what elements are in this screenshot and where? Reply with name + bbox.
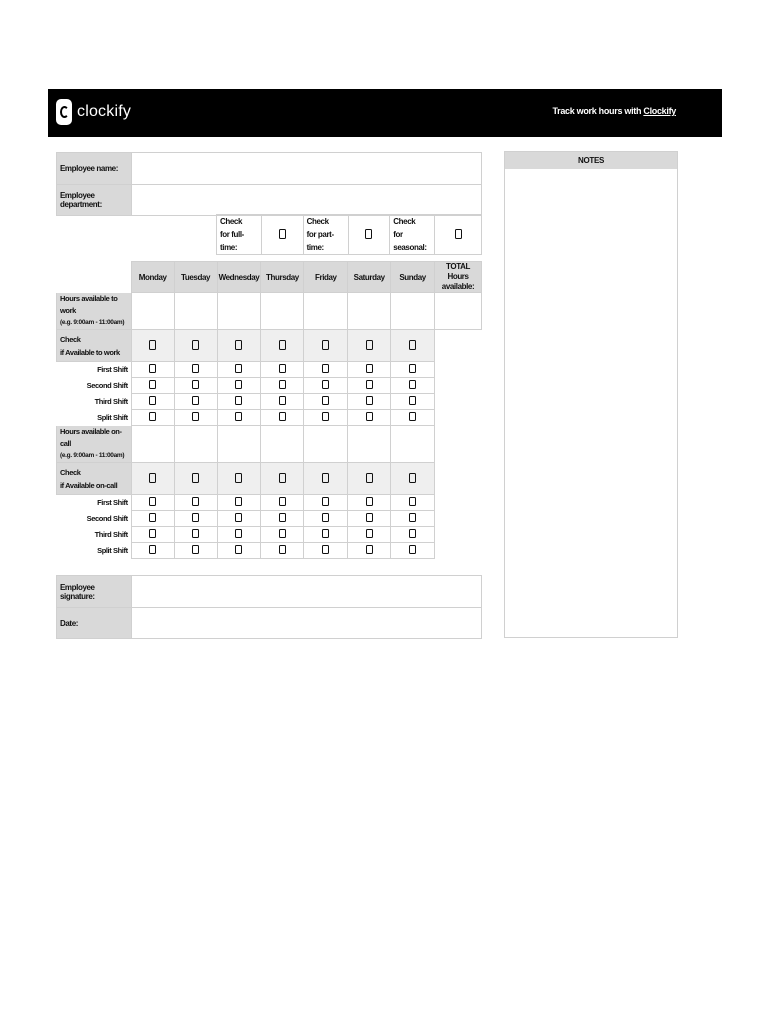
checkbox-icon[interactable] [409, 473, 416, 483]
checkbox-icon[interactable] [322, 396, 329, 405]
checkbox-icon[interactable] [366, 513, 373, 522]
oncall-hours-input-thursday[interactable] [261, 426, 304, 463]
oncall-shift-check[interactable] [174, 543, 217, 559]
work-hours-input-monday[interactable] [131, 293, 174, 330]
oncall-shift-check[interactable] [174, 527, 217, 543]
checkbox-icon[interactable] [149, 380, 156, 389]
schedule-table [56, 261, 482, 559]
checkbox-icon[interactable] [279, 229, 286, 239]
empty-cell [435, 426, 482, 463]
checkbox-icon[interactable] [149, 412, 156, 421]
checkbox-icon[interactable] [235, 529, 242, 538]
oncall-shift-check[interactable] [131, 527, 174, 543]
checkbox-icon[interactable] [149, 513, 156, 522]
oncall-shift-check[interactable] [304, 495, 348, 511]
empty-cell [435, 378, 482, 394]
empty-cell [435, 330, 482, 362]
oncall-hours-input-friday[interactable] [304, 426, 348, 463]
work-hours-input-saturday[interactable] [348, 293, 391, 330]
work-shift-check[interactable] [131, 378, 174, 394]
oncall-check-thursday[interactable] [261, 463, 304, 495]
employee-department-label: Employee department: [57, 185, 132, 216]
work-shift-label: First Shift [57, 362, 132, 378]
oncall-shift-check[interactable] [391, 543, 435, 559]
checkbox-icon[interactable] [192, 364, 199, 373]
checkbox-icon[interactable] [409, 529, 416, 538]
oncall-shift-label: First Shift [57, 495, 132, 511]
work-check-tuesday[interactable] [174, 330, 217, 362]
checkbox-icon[interactable] [279, 364, 286, 373]
checkbox-icon[interactable] [322, 340, 329, 350]
work-shift-row [57, 410, 482, 426]
checkbox-icon[interactable] [322, 412, 329, 421]
oncall-shift-check[interactable] [217, 543, 261, 559]
checkbox-icon[interactable] [409, 396, 416, 405]
work-check-label: Check if Available to work [57, 330, 132, 362]
work-shift-label: Second Shift [57, 378, 132, 394]
checkbox-icon[interactable] [279, 513, 286, 522]
work-shift-label: Third Shift [57, 394, 132, 410]
oncall-shift-check[interactable] [217, 511, 261, 527]
employee-department-field[interactable] [132, 185, 482, 216]
work-shift-check[interactable] [217, 362, 261, 378]
work-shift-row [57, 378, 482, 394]
oncall-hours-label: Hours available on-call (e.g. 9:00am - 11:00am) [57, 426, 132, 463]
oncall-hours-row [57, 426, 482, 463]
seasonal-label: Check for seasonal: [390, 215, 435, 255]
oncall-shift-check[interactable] [261, 543, 304, 559]
oncall-shift-row [57, 527, 482, 543]
oncall-check-monday[interactable] [131, 463, 174, 495]
work-hours-input-tuesday[interactable] [174, 293, 217, 330]
checkbox-icon[interactable] [366, 340, 373, 350]
total-hours-header: TOTAL Hours available: [435, 262, 482, 293]
employee-signature-label: Employee signature: [57, 576, 132, 608]
oncall-check-row [57, 463, 482, 495]
checkbox-icon[interactable] [279, 340, 286, 350]
header-spacer [57, 262, 132, 293]
notes-panel[interactable] [504, 151, 678, 638]
fulltime-label: Check for full-time: [217, 215, 262, 255]
fulltime-checkbox[interactable] [261, 215, 303, 255]
checkbox-icon[interactable] [192, 473, 199, 483]
oncall-check-label: Check if Available on-call [57, 463, 132, 495]
work-shift-check[interactable] [304, 410, 348, 426]
oncall-shift-check[interactable] [348, 527, 391, 543]
checkbox-icon[interactable] [235, 513, 242, 522]
work-check-thursday[interactable] [261, 330, 304, 362]
oncall-hours-input-tuesday[interactable] [174, 426, 217, 463]
checkbox-icon[interactable] [149, 497, 156, 506]
signature-table [56, 575, 482, 639]
date-field[interactable] [132, 608, 482, 639]
empty-cell [435, 463, 482, 495]
work-hours-label: Hours available to work (e.g. 9:00am - 11:00am) [57, 293, 132, 330]
checkbox-icon[interactable] [149, 396, 156, 405]
oncall-shift-check[interactable] [261, 495, 304, 511]
work-shift-check[interactable] [174, 394, 217, 410]
employee-name-label: Employee name: [57, 153, 132, 185]
work-shift-check[interactable] [391, 378, 435, 394]
work-hours-input-sunday[interactable] [391, 293, 435, 330]
checkbox-icon[interactable] [365, 229, 372, 239]
checkbox-icon[interactable] [235, 380, 242, 389]
day-monday: Monday [131, 262, 174, 293]
checkbox-icon[interactable] [235, 364, 242, 373]
work-shift-check[interactable] [348, 394, 391, 410]
oncall-shift-check[interactable] [391, 495, 435, 511]
checkbox-icon[interactable] [322, 473, 329, 483]
banner-tagline [552, 106, 676, 116]
oncall-shift-check[interactable] [304, 511, 348, 527]
logo-text: clockify [77, 103, 132, 120]
checkbox-icon[interactable] [192, 497, 199, 506]
oncall-shift-check[interactable] [261, 511, 304, 527]
checkbox-icon[interactable] [366, 545, 373, 554]
oncall-shift-check[interactable] [348, 543, 391, 559]
work-shift-check[interactable] [217, 378, 261, 394]
oncall-shift-label: Third Shift [57, 527, 132, 543]
work-shift-check[interactable] [304, 378, 348, 394]
checkbox-icon[interactable] [409, 513, 416, 522]
checkbox-icon[interactable] [235, 340, 242, 350]
checkbox-icon[interactable] [322, 497, 329, 506]
checkbox-icon[interactable] [192, 529, 199, 538]
checkbox-icon[interactable] [409, 364, 416, 373]
oncall-shift-label: Second Shift [57, 511, 132, 527]
oncall-shift-check[interactable] [131, 495, 174, 511]
checkbox-icon[interactable] [322, 380, 329, 389]
checkbox-icon[interactable] [192, 545, 199, 554]
checkbox-icon[interactable] [279, 380, 286, 389]
checkbox-icon[interactable] [409, 545, 416, 554]
checkbox-icon[interactable] [409, 340, 416, 350]
oncall-shift-check[interactable] [217, 527, 261, 543]
checkbox-icon[interactable] [366, 364, 373, 373]
clockify-logo [56, 99, 131, 125]
checkbox-icon[interactable] [149, 364, 156, 373]
work-check-saturday[interactable] [348, 330, 391, 362]
checkbox-icon[interactable] [235, 473, 242, 483]
oncall-shift-check[interactable] [304, 543, 348, 559]
oncall-check-wednesday[interactable] [217, 463, 261, 495]
checkbox-icon[interactable] [366, 412, 373, 421]
work-shift-check[interactable] [174, 362, 217, 378]
day-sunday: Sunday [391, 262, 435, 293]
employee-info-table [56, 152, 482, 216]
empty-cell [435, 362, 482, 378]
checkbox-icon[interactable] [279, 497, 286, 506]
work-shift-check[interactable] [174, 378, 217, 394]
empty-cell [435, 394, 482, 410]
header-banner [48, 89, 722, 137]
oncall-hours-input-wednesday[interactable] [217, 426, 261, 463]
work-shift-check[interactable] [217, 410, 261, 426]
day-wednesday: Wednesday [217, 262, 261, 293]
empty-cell [435, 511, 482, 527]
checkbox-icon[interactable] [235, 396, 242, 405]
work-shift-check[interactable] [174, 410, 217, 426]
checkbox-icon[interactable] [322, 364, 329, 373]
seasonal-checkbox[interactable] [435, 215, 482, 255]
checkbox-icon[interactable] [366, 396, 373, 405]
oncall-shift-check[interactable] [348, 495, 391, 511]
work-shift-check[interactable] [131, 394, 174, 410]
oncall-check-sunday[interactable] [391, 463, 435, 495]
work-check-sunday[interactable] [391, 330, 435, 362]
checkbox-icon[interactable] [366, 380, 373, 389]
work-hours-input-wednesday[interactable] [217, 293, 261, 330]
oncall-hours-input-monday[interactable] [131, 426, 174, 463]
work-shift-check[interactable] [131, 410, 174, 426]
clockify-logo-icon [56, 99, 72, 125]
oncall-hours-input-sunday[interactable] [391, 426, 435, 463]
work-hours-input-thursday[interactable] [261, 293, 304, 330]
oncall-shift-check[interactable] [131, 543, 174, 559]
oncall-shift-row [57, 495, 482, 511]
oncall-shift-check[interactable] [348, 511, 391, 527]
checkbox-icon[interactable] [322, 545, 329, 554]
work-check-friday[interactable] [304, 330, 348, 362]
total-hours-field[interactable] [435, 293, 482, 330]
empty-cell [435, 495, 482, 511]
parttime-label: Check for part-time: [303, 215, 348, 255]
checkbox-icon[interactable] [409, 380, 416, 389]
work-shift-check[interactable] [261, 378, 304, 394]
work-shift-check[interactable] [391, 362, 435, 378]
day-tuesday: Tuesday [174, 262, 217, 293]
oncall-shift-check[interactable] [217, 495, 261, 511]
oncall-check-saturday[interactable] [348, 463, 391, 495]
day-friday: Friday [304, 262, 348, 293]
oncall-shift-check[interactable] [304, 527, 348, 543]
work-check-monday[interactable] [131, 330, 174, 362]
checkbox-icon[interactable] [192, 412, 199, 421]
checkbox-icon[interactable] [455, 229, 462, 239]
work-shift-check[interactable] [304, 362, 348, 378]
checkbox-icon[interactable] [322, 529, 329, 538]
work-check-wednesday[interactable] [217, 330, 261, 362]
checkbox-icon[interactable] [366, 497, 373, 506]
day-saturday: Saturday [348, 262, 391, 293]
work-hours-row [57, 293, 482, 330]
oncall-shift-check[interactable] [391, 527, 435, 543]
work-shift-check[interactable] [391, 410, 435, 426]
work-shift-check[interactable] [217, 394, 261, 410]
work-shift-check[interactable] [348, 362, 391, 378]
empty-cell [435, 527, 482, 543]
work-hours-input-friday[interactable] [304, 293, 348, 330]
checkbox-icon[interactable] [235, 545, 242, 554]
work-shift-check[interactable] [131, 362, 174, 378]
parttime-checkbox[interactable] [348, 215, 390, 255]
work-shift-check[interactable] [261, 362, 304, 378]
work-shift-check[interactable] [391, 394, 435, 410]
work-shift-row [57, 394, 482, 410]
checkbox-icon[interactable] [192, 340, 199, 350]
day-thursday: Thursday [261, 262, 304, 293]
checkbox-icon[interactable] [279, 529, 286, 538]
checkbox-icon[interactable] [192, 513, 199, 522]
oncall-shift-check[interactable] [174, 511, 217, 527]
checkbox-icon[interactable] [366, 529, 373, 538]
work-shift-check[interactable] [348, 410, 391, 426]
checkbox-icon[interactable] [192, 396, 199, 405]
checkbox-icon[interactable] [192, 380, 199, 389]
date-label: Date: [57, 608, 132, 639]
employee-name-field[interactable] [132, 153, 482, 185]
tagline-text: Track work hours with [552, 106, 644, 116]
work-shift-row [57, 362, 482, 378]
work-shift-check[interactable] [304, 394, 348, 410]
checkbox-icon[interactable] [366, 473, 373, 483]
checkbox-icon[interactable] [279, 412, 286, 421]
notes-title: NOTES [505, 152, 677, 169]
checkbox-icon[interactable] [149, 473, 156, 483]
work-shift-label: Split Shift [57, 410, 132, 426]
oncall-shift-check[interactable] [261, 527, 304, 543]
checkbox-icon[interactable] [409, 497, 416, 506]
checkbox-icon[interactable] [149, 529, 156, 538]
oncall-shift-row [57, 511, 482, 527]
work-shift-check[interactable] [348, 378, 391, 394]
work-shift-check[interactable] [261, 410, 304, 426]
checkbox-icon[interactable] [409, 412, 416, 421]
employment-type-table [216, 214, 482, 255]
oncall-check-friday[interactable] [304, 463, 348, 495]
checkbox-icon[interactable] [149, 340, 156, 350]
oncall-shift-check[interactable] [391, 511, 435, 527]
employee-signature-field[interactable] [132, 576, 482, 608]
oncall-hours-input-saturday[interactable] [348, 426, 391, 463]
work-shift-check[interactable] [261, 394, 304, 410]
checkbox-icon[interactable] [235, 497, 242, 506]
checkbox-icon[interactable] [322, 513, 329, 522]
oncall-shift-label: Split Shift [57, 543, 132, 559]
oncall-check-tuesday[interactable] [174, 463, 217, 495]
empty-cell [435, 410, 482, 426]
oncall-shift-row [57, 543, 482, 559]
clockify-link[interactable]: Clockify [643, 106, 676, 116]
checkbox-icon[interactable] [279, 396, 286, 405]
checkbox-icon[interactable] [279, 545, 286, 554]
checkbox-icon[interactable] [149, 545, 156, 554]
checkbox-icon[interactable] [279, 473, 286, 483]
oncall-shift-check[interactable] [174, 495, 217, 511]
empty-cell [435, 543, 482, 559]
oncall-shift-check[interactable] [131, 511, 174, 527]
work-check-row [57, 330, 482, 362]
checkbox-icon[interactable] [235, 412, 242, 421]
